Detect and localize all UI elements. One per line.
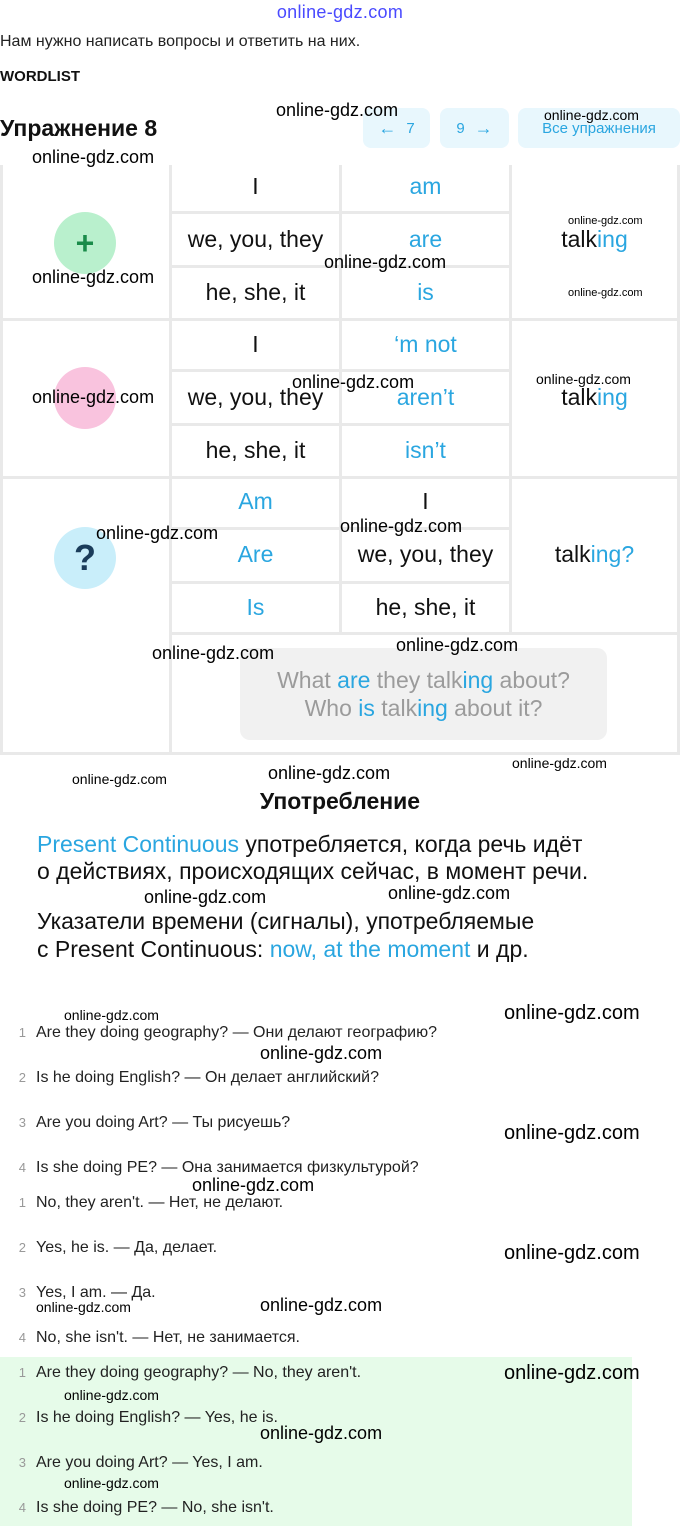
table-divider bbox=[170, 211, 510, 214]
watermark: online-gdz.com bbox=[260, 1295, 383, 1315]
list-text: Yes, I am. — Да. bbox=[36, 1284, 156, 1301]
wordlist-link[interactable]: WORDLIST bbox=[0, 68, 80, 85]
verb-cell: is bbox=[417, 279, 434, 305]
subject-cell: I bbox=[422, 488, 429, 514]
list-text: Are you doing Art? — Yes, I am. bbox=[36, 1454, 263, 1471]
usage-text: и др. bbox=[470, 936, 529, 962]
list-text: Is she doing PE? — Она занимается физкультурой? bbox=[36, 1159, 419, 1176]
verb-cell: are bbox=[408, 226, 443, 252]
prev-exercise-number: 7 bbox=[406, 119, 415, 137]
form-cell bbox=[512, 384, 677, 411]
form-base: talk bbox=[554, 541, 591, 567]
watermark: online-gdz.com bbox=[324, 252, 447, 272]
usage-term: Present Continuous bbox=[37, 831, 240, 857]
table-divider bbox=[0, 318, 680, 321]
example-text: about it? bbox=[447, 695, 543, 721]
example-box bbox=[240, 648, 607, 740]
arrow-right-icon: → bbox=[474, 117, 493, 138]
watermark: online-gdz.com bbox=[504, 1122, 640, 1144]
watermark: online-gdz.com bbox=[388, 883, 511, 903]
usage-text: с Present Continuous: bbox=[37, 936, 270, 962]
watermark: online-gdz.com bbox=[512, 755, 607, 771]
example-line bbox=[240, 667, 607, 694]
usage-text: употребляется, когда речь идёт bbox=[239, 831, 583, 857]
arrow-left-icon: ← bbox=[378, 117, 397, 138]
table-divider bbox=[170, 423, 510, 426]
list-number: 4 bbox=[18, 1160, 26, 1175]
watermark: online-gdz.com bbox=[340, 516, 463, 536]
watermark: online-gdz.com bbox=[72, 771, 167, 787]
list-number: 2 bbox=[18, 1070, 26, 1085]
form-cell bbox=[512, 541, 677, 568]
form-ending: ing? bbox=[590, 541, 635, 567]
form-base: talk bbox=[561, 226, 598, 252]
list-number: 4 bbox=[18, 1330, 26, 1345]
list-item bbox=[0, 1239, 217, 1257]
watermark: online-gdz.com bbox=[268, 763, 391, 783]
list-number: 3 bbox=[18, 1455, 26, 1470]
site-logo[interactable]: online-gdz.com bbox=[276, 2, 404, 22]
table-divider bbox=[170, 581, 510, 584]
example-verb: is bbox=[358, 695, 375, 721]
subject-cell: we, you, they bbox=[187, 384, 324, 410]
watermark: online-gdz.com bbox=[144, 887, 267, 907]
verb-cell: isn’t bbox=[405, 437, 446, 463]
list-number: 1 bbox=[18, 1365, 26, 1380]
watermark: online-gdz.com bbox=[192, 1175, 315, 1195]
watermark: online-gdz.com bbox=[32, 267, 155, 287]
verb-cell: aren’t bbox=[396, 384, 455, 410]
list-number: 4 bbox=[18, 1500, 26, 1515]
watermark: online-gdz.com bbox=[276, 100, 399, 120]
table-divider bbox=[0, 476, 680, 479]
next-exercise-button[interactable] bbox=[440, 108, 509, 148]
verb-cell: Are bbox=[237, 541, 274, 567]
form-base: talk bbox=[561, 384, 598, 410]
watermark: online-gdz.com bbox=[292, 372, 415, 392]
watermark: online-gdz.com bbox=[536, 371, 631, 387]
watermark: online-gdz.com bbox=[504, 1362, 640, 1384]
watermark: online-gdz.com bbox=[544, 107, 639, 123]
usage-line bbox=[37, 936, 529, 963]
verb-cell: ‘m not bbox=[394, 331, 457, 357]
answer-item bbox=[0, 1364, 361, 1382]
example-text: about? bbox=[493, 667, 570, 693]
list-text: No, they aren't. — Нет, не делают. bbox=[36, 1194, 284, 1211]
usage-line: Указатели времени (сигналы), употребляемые bbox=[37, 908, 535, 934]
example-line bbox=[240, 695, 607, 722]
list-text: Are you doing Art? — Ты рисуешь? bbox=[36, 1114, 291, 1131]
subject-cell: he, she, it bbox=[205, 437, 306, 463]
watermark: online-gdz.com bbox=[568, 215, 643, 227]
watermark: online-gdz.com bbox=[96, 523, 219, 543]
answer-item bbox=[0, 1409, 278, 1427]
usage-line: о действиях, происходящих сейчас, в момент речи. bbox=[37, 858, 589, 884]
verb-cell: am bbox=[409, 173, 442, 199]
example-ending: ing bbox=[417, 695, 448, 721]
exercise-title: Упражнение 8 bbox=[0, 115, 158, 141]
all-exercises-button[interactable]: Все упражнения bbox=[518, 108, 680, 148]
example-text: Who bbox=[304, 695, 359, 721]
subject-cell: he, she, it bbox=[205, 279, 306, 305]
list-text: Is he doing English? — Yes, he is. bbox=[36, 1409, 278, 1426]
list-item bbox=[0, 1329, 300, 1347]
list-number: 2 bbox=[18, 1240, 26, 1255]
subject-cell: we, you, they bbox=[187, 226, 324, 252]
list-number: 1 bbox=[18, 1195, 26, 1210]
watermark: online-gdz.com bbox=[64, 1007, 159, 1023]
intro-text: Нам нужно написать вопросы и ответить на них. bbox=[0, 33, 361, 50]
usage-line bbox=[37, 831, 582, 858]
watermark: online-gdz.com bbox=[32, 147, 155, 167]
verb-cell: Am bbox=[238, 488, 273, 514]
list-number: 2 bbox=[18, 1410, 26, 1425]
list-item bbox=[0, 1114, 290, 1132]
watermark: online-gdz.com bbox=[36, 1299, 131, 1315]
form-cell bbox=[512, 226, 677, 253]
answer-item bbox=[0, 1454, 263, 1472]
example-text: What bbox=[277, 667, 338, 693]
list-item bbox=[0, 1024, 437, 1042]
form-ending: ing bbox=[597, 226, 628, 252]
subject-cell: I bbox=[252, 173, 259, 199]
watermark: online-gdz.com bbox=[152, 643, 275, 663]
example-verb: are bbox=[337, 667, 371, 693]
list-number: 3 bbox=[18, 1285, 26, 1300]
usage-title: Употребление bbox=[259, 788, 421, 814]
next-exercise-number: 9 bbox=[456, 119, 465, 137]
plus-icon: + bbox=[54, 212, 116, 274]
usage-signals: now, at the moment bbox=[269, 936, 471, 962]
list-text: No, she isn't. — Нет, не занимается. bbox=[36, 1329, 300, 1346]
watermark: online-gdz.com bbox=[504, 1242, 640, 1264]
subject-cell: we, you, they bbox=[357, 541, 494, 567]
watermark: online-gdz.com bbox=[396, 635, 519, 655]
watermark: online-gdz.com bbox=[260, 1043, 383, 1063]
example-text: talk bbox=[374, 695, 418, 721]
example-text: they talk bbox=[370, 667, 463, 693]
subject-cell: he, she, it bbox=[375, 594, 476, 620]
answer-item bbox=[0, 1499, 274, 1517]
watermark: online-gdz.com bbox=[504, 1002, 640, 1024]
subject-cell: I bbox=[252, 331, 259, 357]
watermark: online-gdz.com bbox=[64, 1387, 159, 1403]
watermark: online-gdz.com bbox=[32, 387, 155, 407]
example-ending: ing bbox=[462, 667, 494, 693]
list-number: 3 bbox=[18, 1115, 26, 1130]
question-icon: ? bbox=[54, 527, 116, 589]
watermark: online-gdz.com bbox=[64, 1475, 159, 1491]
list-number: 1 bbox=[18, 1025, 26, 1040]
list-text: Are they doing geography? — Они делают географию? bbox=[36, 1024, 437, 1041]
watermark: online-gdz.com bbox=[260, 1423, 383, 1443]
list-text: Yes, he is. — Да, делает. bbox=[36, 1239, 218, 1256]
list-item bbox=[0, 1069, 379, 1087]
verb-cell: Is bbox=[246, 594, 265, 620]
table-border-left bbox=[0, 165, 3, 755]
list-text: Is she doing PE? — No, she isn't. bbox=[36, 1499, 274, 1516]
list-text: Are they doing geography? — No, they aren't. bbox=[36, 1364, 362, 1381]
watermark: online-gdz.com bbox=[568, 287, 643, 299]
form-ending: ing bbox=[597, 384, 628, 410]
list-item bbox=[0, 1194, 283, 1212]
list-text: Is he doing English? — Он делает английский? bbox=[36, 1069, 379, 1086]
